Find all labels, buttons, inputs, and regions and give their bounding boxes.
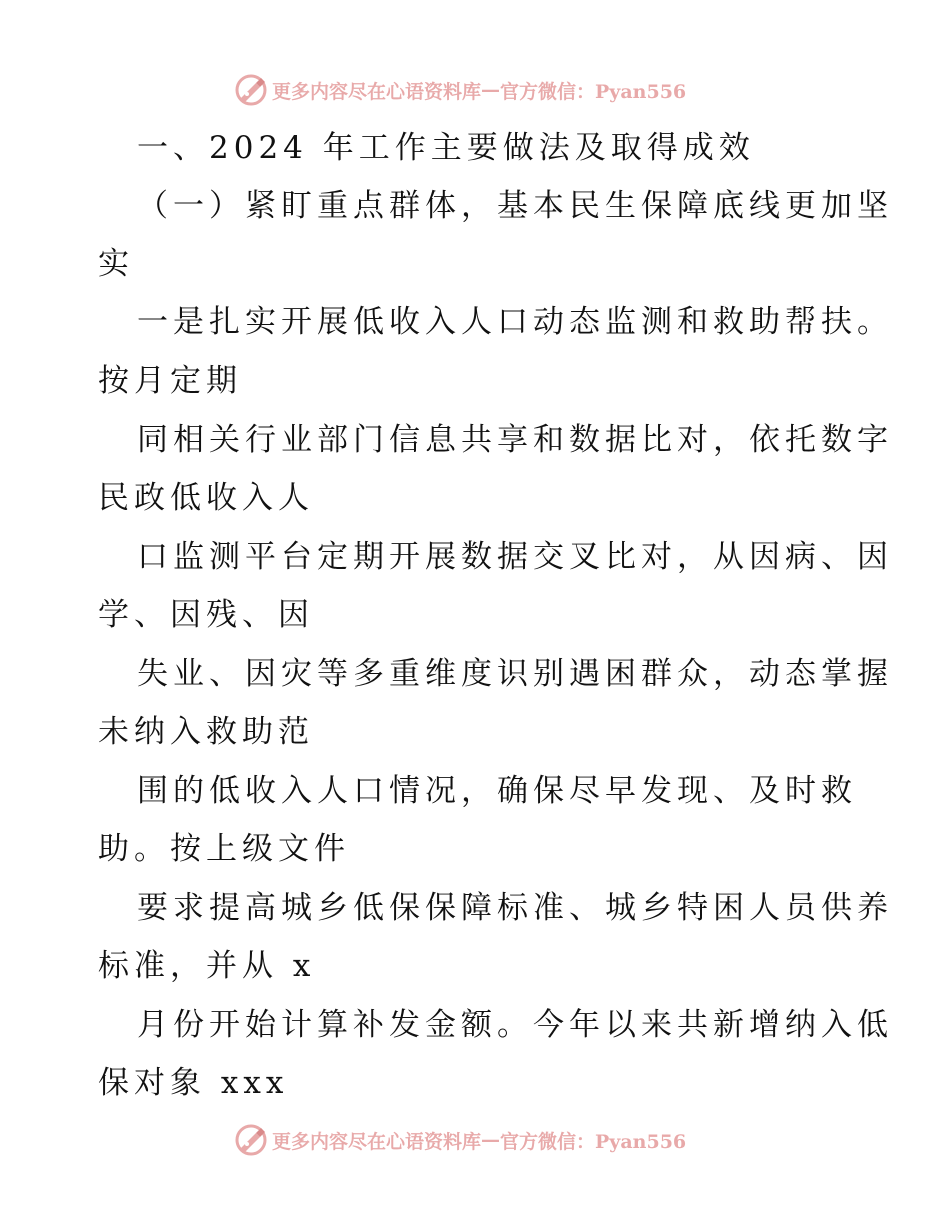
text-line: 口监测平台定期开展数据交叉比对，从因病、因 [137, 539, 893, 575]
text-line: 学、因残、因 [98, 597, 314, 633]
text-line: 围的低收入人口情况，确保尽早发现、及时救 [137, 773, 857, 809]
text-line: 民政低收入人 [98, 480, 314, 516]
section-heading: 一、2024 年工作主要做法及取得成效 [137, 130, 755, 166]
text-line: 月份开始计算补发金额。今年以来共新增纳入低 [137, 1007, 893, 1043]
text-line: 一是扎实开展低收入人口动态监测和救助帮扶。 [137, 304, 893, 340]
text-line: 同相关行业部门信息共享和数据比对，依托数字 [137, 422, 893, 458]
text-line: 未纳入救助范 [98, 714, 314, 750]
watermark-brand: 更多内容尽在心语资料库 [272, 80, 482, 103]
pen-nib-logo-icon [234, 73, 268, 107]
watermark-brand: 更多内容尽在心语资料库 [272, 1130, 482, 1153]
text-line: 失业、因灾等多重维度识别遇困群众，动态掌握 [137, 656, 893, 692]
header-watermark [234, 70, 686, 110]
pen-nib-logo-icon [234, 1123, 268, 1157]
watermark-wechat: 官方微信：Pyan556 [500, 80, 687, 103]
text-line: 助。按上级文件 [98, 831, 350, 867]
watermark-wechat: 官方微信：Pyan556 [500, 1130, 687, 1153]
text-line: 保对象 xxx [98, 1065, 289, 1101]
footer-watermark [234, 1120, 686, 1160]
watermark-separator: — [481, 79, 501, 101]
text-line: 实 [98, 246, 134, 282]
watermark-separator: — [481, 1129, 501, 1151]
subsection-heading: （一）紧盯重点群体，基本民生保障底线更加坚 [137, 188, 893, 224]
text-line: 要求提高城乡低保保障标准、城乡特困人员供养 [137, 890, 893, 926]
text-line: 标准，并从 x [98, 948, 316, 984]
text-line: 按月定期 [98, 363, 242, 399]
